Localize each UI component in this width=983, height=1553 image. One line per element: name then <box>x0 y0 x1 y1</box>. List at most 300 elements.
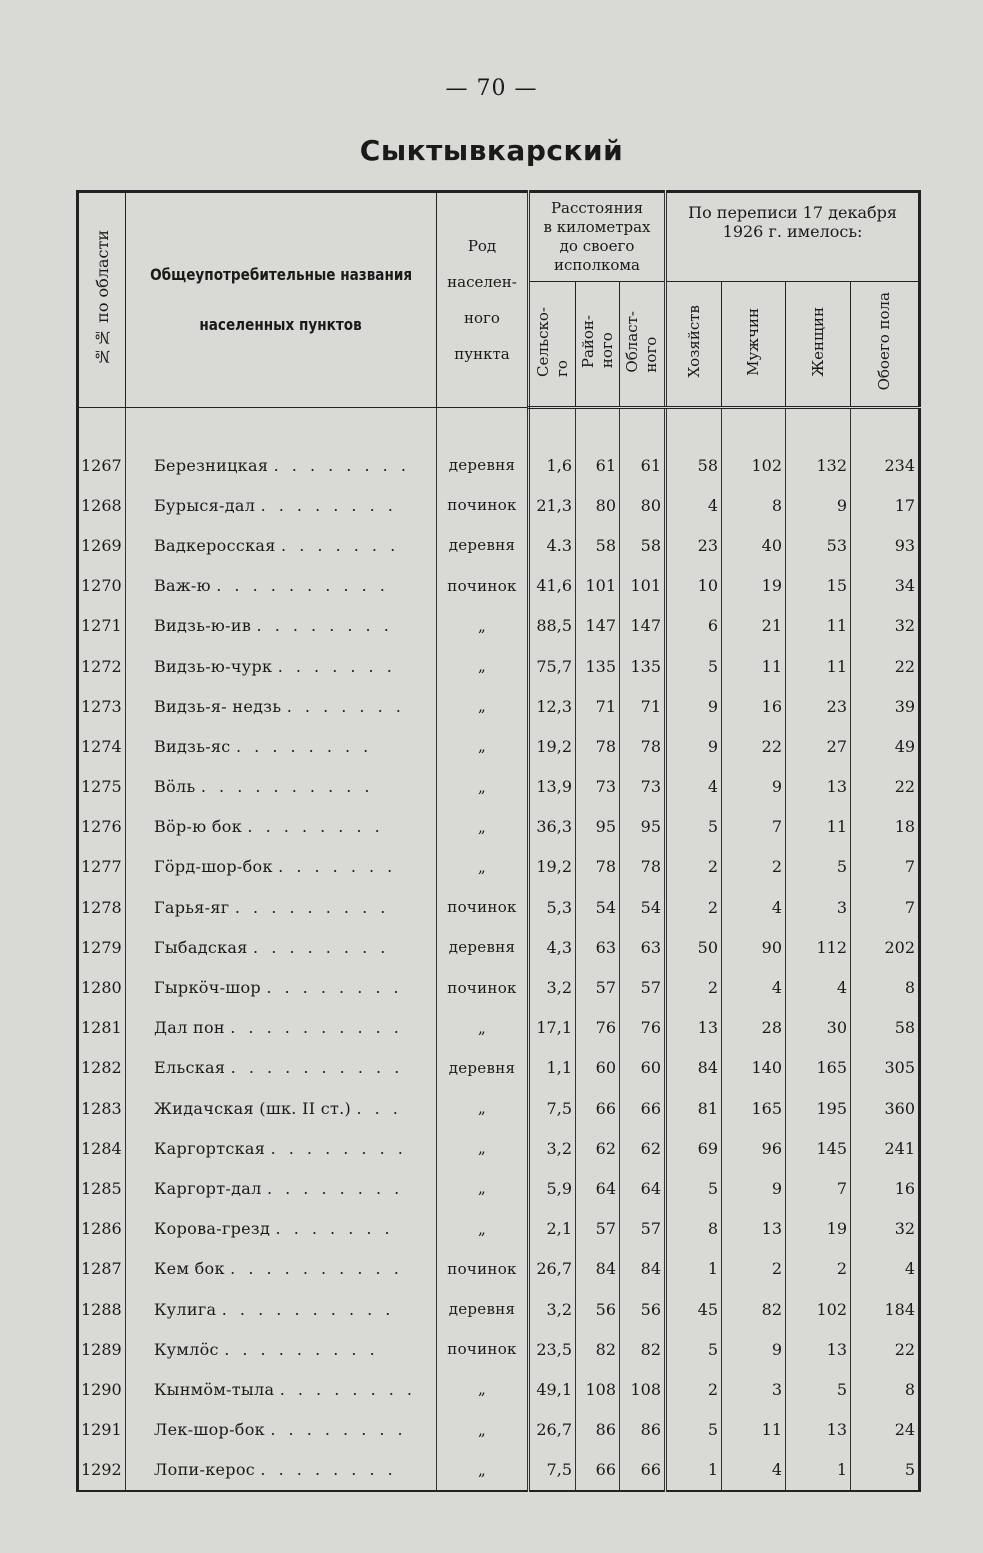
row-households: 23 <box>666 525 722 565</box>
row-settlement-type: „ <box>437 807 529 847</box>
row-households: 5 <box>666 1168 722 1208</box>
row-dist-rural: 75,7 <box>529 646 576 686</box>
row-dist-oblast: 63 <box>620 927 666 967</box>
header-name-line2: населенных пунктов <box>199 315 363 334</box>
row-men: 9 <box>722 1329 786 1369</box>
row-men: 40 <box>722 525 786 565</box>
row-households: 84 <box>666 1048 722 1088</box>
row-women: 19 <box>786 1209 851 1249</box>
table-spacer-row <box>78 408 920 446</box>
row-settlement-type: „ <box>437 1168 529 1208</box>
row-settlement-name <box>126 606 437 646</box>
row-settlement-name <box>126 807 437 847</box>
row-men: 2 <box>722 847 786 887</box>
page-number: — 70 — <box>445 76 538 101</box>
row-number: 1280 <box>78 967 126 1007</box>
row-dist-oblast: 56 <box>620 1289 666 1329</box>
table-row <box>78 847 920 887</box>
row-settlement-type: деревня <box>437 525 529 565</box>
row-women: 5 <box>786 1369 851 1409</box>
row-dist-rural: 1,1 <box>529 1048 576 1088</box>
header-both-label: Обоего пола <box>875 292 894 391</box>
header-type-l1: Род <box>467 237 497 255</box>
row-settlement-type: починок <box>437 1329 529 1369</box>
row-men: 16 <box>722 686 786 726</box>
row-settlement-type: починок <box>437 967 529 1007</box>
row-settlement-name <box>126 1450 437 1491</box>
row-women: 23 <box>786 686 851 726</box>
row-settlement-name <box>126 927 437 967</box>
row-dist-rural: 7,5 <box>529 1450 576 1491</box>
header-name <box>126 192 437 408</box>
row-settlement-name <box>126 566 437 606</box>
header-dist-rural-label <box>534 307 572 377</box>
row-men: 82 <box>722 1289 786 1329</box>
row-households: 9 <box>666 726 722 766</box>
row-dist-district: 80 <box>576 485 620 525</box>
settlement-name-text: Гöрд-шор-бок <box>154 857 273 877</box>
row-dist-rural: 26,7 <box>529 1410 576 1450</box>
settlement-name-text: Березницкая <box>154 455 269 475</box>
row-both: 184 <box>851 1289 920 1329</box>
row-households: 6 <box>666 606 722 646</box>
row-both: 58 <box>851 1008 920 1048</box>
row-both: 32 <box>851 606 920 646</box>
row-dist-rural: 5,9 <box>529 1168 576 1208</box>
row-settlement-type: „ <box>437 1410 529 1450</box>
row-settlement-name <box>126 1209 437 1249</box>
row-dist-rural: 12,3 <box>529 686 576 726</box>
row-men: 21 <box>722 606 786 646</box>
settlement-name-text: Ельская <box>154 1058 226 1078</box>
header-men <box>722 282 786 408</box>
table-row <box>78 1369 920 1409</box>
row-men: 140 <box>722 1048 786 1088</box>
settlement-name-text: Каргорт-дал <box>154 1178 262 1198</box>
row-dist-rural: 4.3 <box>529 525 576 565</box>
row-both: 17 <box>851 485 920 525</box>
row-dist-district: 57 <box>576 967 620 1007</box>
row-men: 165 <box>722 1088 786 1128</box>
row-number: 1278 <box>78 887 126 927</box>
row-women: 4 <box>786 967 851 1007</box>
row-households: 8 <box>666 1209 722 1249</box>
row-dist-rural: 19,2 <box>529 847 576 887</box>
row-both: 22 <box>851 646 920 686</box>
settlement-name-text: Видзь-ю-чурк <box>154 656 273 676</box>
row-number: 1270 <box>78 566 126 606</box>
row-dist-district: 66 <box>576 1450 620 1491</box>
header-distance-l2: в километрах <box>543 218 651 236</box>
settlement-name-text: Гарья-яг <box>154 897 230 917</box>
row-dist-rural: 4,3 <box>529 927 576 967</box>
header-type-l4: пункта <box>454 345 510 363</box>
row-settlement-type: деревня <box>437 1289 529 1329</box>
header-dist-oblast-label <box>623 311 661 373</box>
row-number: 1282 <box>78 1048 126 1088</box>
settlement-name-text: Видзь-я- недзь <box>154 696 282 716</box>
table-row <box>78 686 920 726</box>
table-row <box>78 1088 920 1128</box>
row-both: 39 <box>851 686 920 726</box>
row-dist-district: 62 <box>576 1128 620 1168</box>
row-women: 3 <box>786 887 851 927</box>
row-both: 32 <box>851 1209 920 1249</box>
row-number: 1285 <box>78 1168 126 1208</box>
row-dist-rural: 17,1 <box>529 1008 576 1048</box>
header-men-label: Мужчин <box>744 307 763 376</box>
table-row <box>78 887 920 927</box>
row-dist-district: 78 <box>576 847 620 887</box>
row-dist-district: 73 <box>576 767 620 807</box>
settlement-name-text: Жидачская (шк. II ст.) <box>154 1098 352 1118</box>
row-households: 5 <box>666 646 722 686</box>
row-number: 1269 <box>78 525 126 565</box>
row-dist-oblast: 78 <box>620 726 666 766</box>
table-row <box>78 1450 920 1491</box>
row-dist-district: 82 <box>576 1329 620 1369</box>
settlement-name-text: Гыркöч-шор <box>154 978 261 998</box>
settlement-name-text: Кумлöс <box>154 1339 219 1359</box>
row-both: 18 <box>851 807 920 847</box>
row-settlement-name <box>126 1128 437 1168</box>
leader-dots: . . . <box>356 1098 402 1118</box>
row-women: 102 <box>786 1289 851 1329</box>
row-men: 28 <box>722 1008 786 1048</box>
row-men: 4 <box>722 967 786 1007</box>
table-row <box>78 726 920 766</box>
settlement-name-text: Лопи-керос <box>154 1460 256 1480</box>
row-women: 132 <box>786 445 851 485</box>
table-row <box>78 646 920 686</box>
header-women-label: Женщин <box>808 306 827 377</box>
row-dist-rural: 2,1 <box>529 1209 576 1249</box>
leader-dots: . . . . . . . . . . <box>230 1018 403 1038</box>
table-row <box>78 566 920 606</box>
row-dist-oblast: 86 <box>620 1410 666 1450</box>
row-households: 2 <box>666 967 722 1007</box>
row-dist-district: 61 <box>576 445 620 485</box>
header-type-l3: ного <box>464 309 500 327</box>
row-dist-oblast: 147 <box>620 606 666 646</box>
row-men: 2 <box>722 1249 786 1289</box>
leader-dots: . . . . . . . <box>275 1219 394 1239</box>
leader-dots: . . . . . . . . . <box>234 897 390 917</box>
row-dist-district: 95 <box>576 807 620 847</box>
row-men: 4 <box>722 1450 786 1491</box>
row-households: 69 <box>666 1128 722 1168</box>
table-row <box>78 767 920 807</box>
row-settlement-type: „ <box>437 767 529 807</box>
row-women: 11 <box>786 646 851 686</box>
row-households: 50 <box>666 927 722 967</box>
settlement-name-text: Дал пон <box>154 1018 225 1038</box>
row-settlement-name <box>126 1088 437 1128</box>
row-dist-oblast: 76 <box>620 1008 666 1048</box>
row-households: 9 <box>666 686 722 726</box>
header-households <box>666 282 722 408</box>
row-number: 1272 <box>78 646 126 686</box>
row-dist-district: 108 <box>576 1369 620 1409</box>
header-distance-l3: до своего <box>559 237 635 255</box>
row-settlement-type: починок <box>437 1249 529 1289</box>
row-dist-oblast: 108 <box>620 1369 666 1409</box>
row-both: 24 <box>851 1410 920 1450</box>
row-women: 1 <box>786 1450 851 1491</box>
row-number: 1268 <box>78 485 126 525</box>
settlement-name-text: Важ-ю <box>154 576 211 596</box>
leader-dots: . . . . . . . <box>278 857 397 877</box>
row-number: 1288 <box>78 1289 126 1329</box>
header-dist-district-l2: ного <box>597 332 616 369</box>
leader-dots: . . . . . . . . . . <box>230 1058 404 1078</box>
leader-dots: . . . . . . . . . . <box>221 1299 395 1319</box>
row-both: 5 <box>851 1450 920 1491</box>
row-dist-district: 66 <box>576 1088 620 1128</box>
row-settlement-name <box>126 525 437 565</box>
settlement-name-text: Видзь-ю-ив <box>154 616 252 636</box>
row-dist-rural: 26,7 <box>529 1249 576 1289</box>
row-settlement-name <box>126 1369 437 1409</box>
leader-dots: . . . . . . . . <box>253 937 390 957</box>
row-women: 11 <box>786 807 851 847</box>
row-dist-rural: 13,9 <box>529 767 576 807</box>
leader-dots: . . . . . . . . <box>266 978 403 998</box>
row-settlement-name <box>126 646 437 686</box>
row-women: 13 <box>786 767 851 807</box>
row-dist-district: 101 <box>576 566 620 606</box>
row-number: 1267 <box>78 445 126 485</box>
header-name-line1: Общеупотребительные названия <box>149 265 413 284</box>
row-women: 165 <box>786 1048 851 1088</box>
row-households: 4 <box>666 767 722 807</box>
row-dist-oblast: 73 <box>620 767 666 807</box>
row-both: 234 <box>851 445 920 485</box>
row-men: 13 <box>722 1209 786 1249</box>
settlement-name-text: Бурыся-дал <box>154 495 256 515</box>
table-row <box>78 485 920 525</box>
district-title: Сыктывкарский <box>359 134 624 167</box>
row-women: 7 <box>786 1168 851 1208</box>
row-both: 4 <box>851 1249 920 1289</box>
row-both: 8 <box>851 1369 920 1409</box>
row-women: 13 <box>786 1329 851 1369</box>
row-women: 53 <box>786 525 851 565</box>
header-no <box>78 192 126 408</box>
row-settlement-name <box>126 686 437 726</box>
row-settlement-type: „ <box>437 606 529 646</box>
row-women: 2 <box>786 1249 851 1289</box>
settlement-name-text: Вöр-ю бок <box>154 817 243 837</box>
row-households: 2 <box>666 1369 722 1409</box>
row-dist-district: 63 <box>576 927 620 967</box>
row-settlement-type: „ <box>437 1008 529 1048</box>
leader-dots: . . . . . . . <box>281 535 400 555</box>
row-men: 4 <box>722 887 786 927</box>
row-settlement-name <box>126 1329 437 1369</box>
row-dist-district: 54 <box>576 887 620 927</box>
row-settlement-type: „ <box>437 686 529 726</box>
header-type-l2: населен- <box>447 273 517 291</box>
row-settlement-type: деревня <box>437 927 529 967</box>
row-dist-district: 86 <box>576 1410 620 1450</box>
leader-dots: . . . . . . . . <box>266 1178 404 1198</box>
header-dist-rural-l1: Сельско- <box>533 306 552 377</box>
table-row <box>78 1168 920 1208</box>
row-men: 90 <box>722 927 786 967</box>
row-number: 1275 <box>78 767 126 807</box>
header-dist-oblast-l2: ного <box>642 336 661 373</box>
row-women: 195 <box>786 1088 851 1128</box>
row-dist-district: 58 <box>576 525 620 565</box>
row-number: 1276 <box>78 807 126 847</box>
row-number: 1271 <box>78 606 126 646</box>
row-dist-district: 147 <box>576 606 620 646</box>
row-settlement-type: починок <box>437 887 529 927</box>
leader-dots: . . . . . . . . <box>256 616 393 636</box>
table-row <box>78 807 920 847</box>
table-row <box>78 445 920 485</box>
row-dist-oblast: 71 <box>620 686 666 726</box>
leader-dots: . . . . . . . . <box>270 1138 407 1158</box>
row-households: 1 <box>666 1249 722 1289</box>
row-women: 11 <box>786 606 851 646</box>
row-dist-oblast: 101 <box>620 566 666 606</box>
row-settlement-type: „ <box>437 1369 529 1409</box>
row-settlement-type: „ <box>437 1209 529 1249</box>
header-households-label: Хозяйств <box>684 305 703 378</box>
header-dist-rural <box>529 282 576 408</box>
table-row <box>78 1128 920 1168</box>
row-households: 81 <box>666 1088 722 1128</box>
leader-dots: . . . . . . . . <box>247 817 384 837</box>
row-both: 241 <box>851 1128 920 1168</box>
settlement-name-text: Вадкеросская <box>154 535 276 555</box>
row-both: 22 <box>851 1329 920 1369</box>
settlement-name-text: Гыбадская <box>154 937 248 957</box>
row-dist-district: 71 <box>576 686 620 726</box>
leader-dots: . . . . . . . . . . <box>216 576 389 596</box>
row-dist-oblast: 61 <box>620 445 666 485</box>
row-dist-rural: 41,6 <box>529 566 576 606</box>
settlement-name-text: Каргортская <box>154 1138 266 1158</box>
row-settlement-name <box>126 767 437 807</box>
row-dist-rural: 5,3 <box>529 887 576 927</box>
row-dist-oblast: 66 <box>620 1088 666 1128</box>
row-dist-oblast: 58 <box>620 525 666 565</box>
table-row <box>78 1410 920 1450</box>
row-dist-oblast: 57 <box>620 1209 666 1249</box>
row-dist-district: 78 <box>576 726 620 766</box>
row-dist-oblast: 80 <box>620 485 666 525</box>
settlements-table <box>76 190 921 1492</box>
row-dist-oblast: 64 <box>620 1168 666 1208</box>
row-both: 34 <box>851 566 920 606</box>
row-settlement-type: „ <box>437 726 529 766</box>
row-women: 30 <box>786 1008 851 1048</box>
row-dist-rural: 3,2 <box>529 967 576 1007</box>
row-dist-district: 60 <box>576 1048 620 1088</box>
row-settlement-type: „ <box>437 1088 529 1128</box>
header-distance-group <box>529 192 666 282</box>
row-both: 305 <box>851 1048 920 1088</box>
row-men: 9 <box>722 767 786 807</box>
row-households: 45 <box>666 1289 722 1329</box>
row-dist-oblast: 78 <box>620 847 666 887</box>
leader-dots: . . . . . . . . <box>260 1460 397 1480</box>
row-dist-rural: 7,5 <box>529 1088 576 1128</box>
leader-dots: . . . . . . . . <box>235 736 373 756</box>
row-dist-oblast: 82 <box>620 1329 666 1369</box>
leader-dots: . . . . . . . . . . <box>200 777 374 797</box>
row-settlement-name <box>126 1410 437 1450</box>
row-number: 1279 <box>78 927 126 967</box>
row-men: 19 <box>722 566 786 606</box>
leader-dots: . . . . . . . <box>286 696 405 716</box>
leader-dots: . . . . . . . <box>277 656 396 676</box>
settlement-name-text: Лек-шор-бок <box>154 1420 265 1440</box>
header-women <box>786 282 851 408</box>
row-settlement-name <box>126 847 437 887</box>
row-women: 145 <box>786 1128 851 1168</box>
row-dist-rural: 1,6 <box>529 445 576 485</box>
header-census-l2: 1926 г. имелось: <box>722 222 863 241</box>
row-men: 8 <box>722 485 786 525</box>
row-settlement-type: деревня <box>437 445 529 485</box>
settlement-name-text: Кынмöм-тыла <box>154 1379 275 1399</box>
row-settlement-type: „ <box>437 847 529 887</box>
row-men: 11 <box>722 646 786 686</box>
table-row <box>78 967 920 1007</box>
table-row <box>78 1209 920 1249</box>
row-dist-district: 57 <box>576 1209 620 1249</box>
settlement-name-text: Видзь-яс <box>154 736 231 756</box>
table-row <box>78 525 920 565</box>
header-both <box>851 282 920 408</box>
row-dist-rural: 36,3 <box>529 807 576 847</box>
row-both: 360 <box>851 1088 920 1128</box>
table-row <box>78 1289 920 1329</box>
row-men: 7 <box>722 807 786 847</box>
table-row <box>78 1329 920 1369</box>
leader-dots: . . . . . . . . . . <box>230 1259 403 1279</box>
settlement-name-text: Вöль <box>154 777 196 797</box>
settlement-name-text: Корова-грезд <box>154 1219 271 1239</box>
row-dist-oblast: 62 <box>620 1128 666 1168</box>
row-men: 22 <box>722 726 786 766</box>
row-men: 102 <box>722 445 786 485</box>
row-number: 1277 <box>78 847 126 887</box>
row-households: 2 <box>666 847 722 887</box>
row-households: 5 <box>666 1410 722 1450</box>
row-number: 1286 <box>78 1209 126 1249</box>
row-settlement-type: „ <box>437 1450 529 1491</box>
row-both: 49 <box>851 726 920 766</box>
row-both: 22 <box>851 767 920 807</box>
row-dist-district: 84 <box>576 1249 620 1289</box>
row-number: 1290 <box>78 1369 126 1409</box>
header-distance-l1: Расстояния <box>550 199 644 217</box>
header-dist-rural-l2: го <box>552 359 571 377</box>
table-row <box>78 1249 920 1289</box>
row-households: 2 <box>666 887 722 927</box>
row-men: 11 <box>722 1410 786 1450</box>
table-row <box>78 1008 920 1048</box>
row-dist-rural: 21,3 <box>529 485 576 525</box>
row-dist-oblast: 95 <box>620 807 666 847</box>
row-both: 93 <box>851 525 920 565</box>
row-settlement-name <box>126 485 437 525</box>
